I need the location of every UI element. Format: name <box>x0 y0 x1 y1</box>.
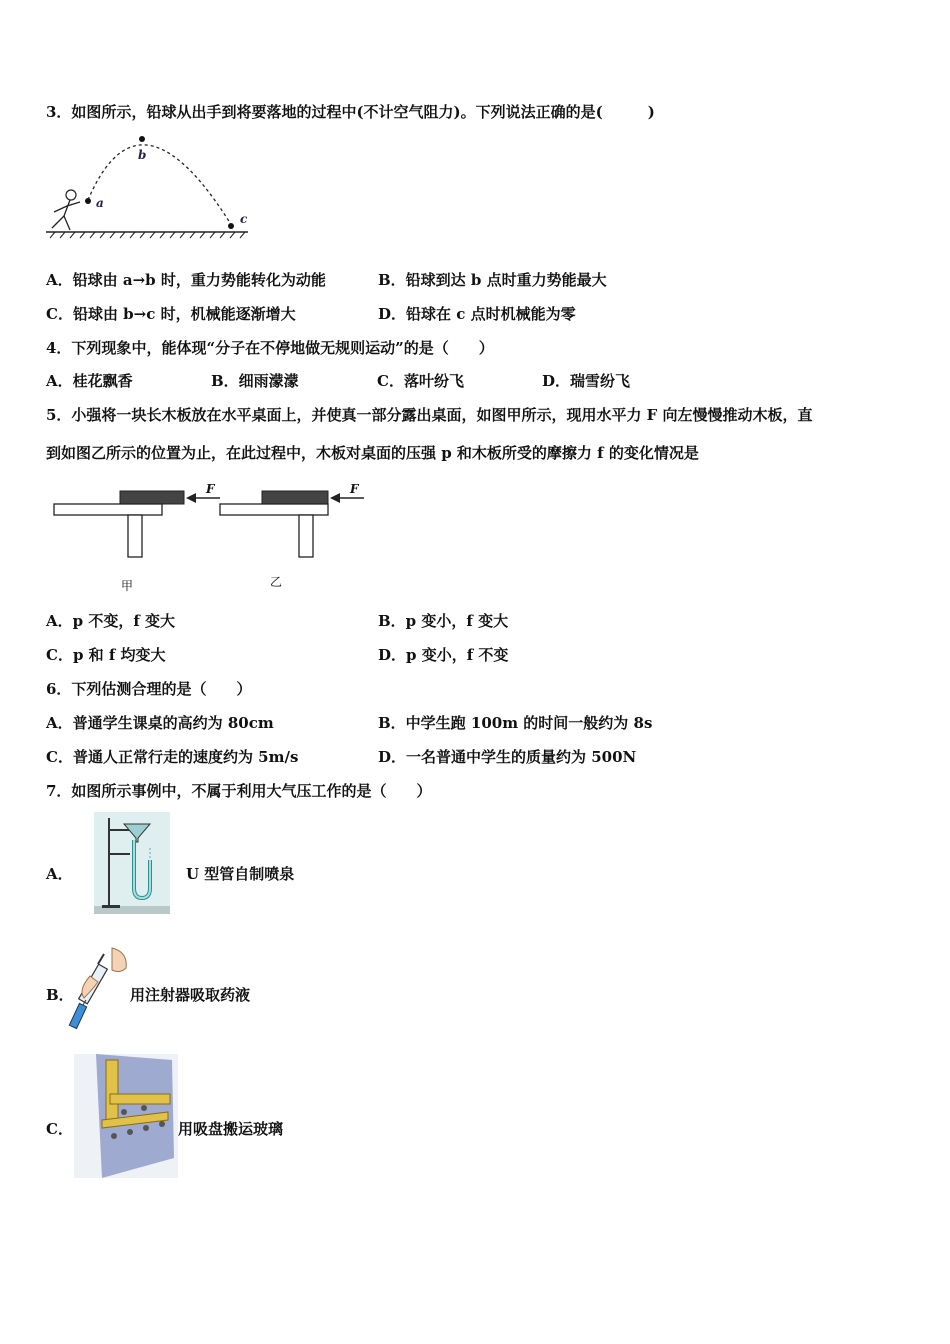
q3-option-c: C．铅球由 b→c 时，机械能逐渐增大 <box>46 305 296 323</box>
q6-option-d: D．一名普通中学生的质量约为 500N <box>378 748 637 766</box>
q6-option-b: B．中学生跑 100m 的时间一般约为 8s <box>378 714 653 732</box>
syringe-image <box>68 946 130 1034</box>
label-jia: 甲 <box>121 579 134 593</box>
q7-option-b-text: 用注射器吸取药液 <box>130 986 251 1004</box>
label-yi: 乙 <box>270 575 283 589</box>
q7-option-a-letter: A． <box>46 865 73 883</box>
q6-option-c: C．普通人正常行走的速度约为 5m/s <box>46 748 299 766</box>
q5-option-a: A．p 不变，f 变大 <box>46 612 176 630</box>
u-tube-fountain-image <box>94 812 170 914</box>
q5-stem-line2: 到如图乙所示的位置为止，在此过程中，木板对桌面的压强 p 和木板所受的摩擦力 f 的变化情况是 <box>46 444 699 462</box>
q7-option-c-letter: C． <box>46 1120 73 1138</box>
q5-option-c: C．p 和 f 均变大 <box>46 646 166 664</box>
label-a: a <box>96 196 104 210</box>
q3-stem: 3．如图所示，铅球从出手到将要落地的过程中(不计空气阻力)。下列说法正确的是( ) <box>46 103 655 121</box>
q7-stem: 7．如图所示事例中，不属于利用大气压工作的是（ ） <box>46 782 432 800</box>
q4-stem: 4．下列现象中，能体现“分子在不停地做无规则运动”的是（ ） <box>46 339 494 357</box>
q6-stem: 6．下列估测合理的是（ ） <box>46 680 252 698</box>
board-table-figure <box>48 480 378 600</box>
force-label-left: F <box>206 482 215 496</box>
q5-option-b: B．p 变小，f 变大 <box>378 612 509 630</box>
q5-option-d: D．p 变小，f 不变 <box>378 646 509 664</box>
q7-option-a-text: U 型管自制喷泉 <box>186 865 295 883</box>
q4-option-d: D．瑞雪纷飞 <box>542 372 631 390</box>
suction-cup-glass-image <box>74 1054 178 1178</box>
q3-option-b: B．铅球到达 b 点时重力势能最大 <box>378 271 607 289</box>
q3-option-d: D．铅球在 c 点时机械能为零 <box>378 305 576 323</box>
q4-option-b: B．细雨濛濛 <box>211 372 299 390</box>
label-b: b <box>138 148 147 162</box>
q5-stem-line1: 5．小强将一块长木板放在水平桌面上，并使真一部分露出桌面，如图甲所示，现用水平力 F 向左慢慢推动木板，直 <box>46 406 813 424</box>
q4-option-a: A．桂花飘香 <box>46 372 133 390</box>
q7-option-b-letter: B． <box>46 986 74 1004</box>
q7-option-c-text: 用吸盘搬运玻璃 <box>178 1120 284 1138</box>
label-c: c <box>240 212 248 226</box>
q3-option-a: A．铅球由 a→b 时，重力势能转化为动能 <box>46 271 326 289</box>
q4-option-c: C．落叶纷飞 <box>377 372 464 390</box>
shot-put-figure <box>44 128 254 240</box>
force-label-right: F <box>350 482 359 496</box>
q6-option-a: A．普通学生课桌的高约为 80cm <box>46 714 274 732</box>
